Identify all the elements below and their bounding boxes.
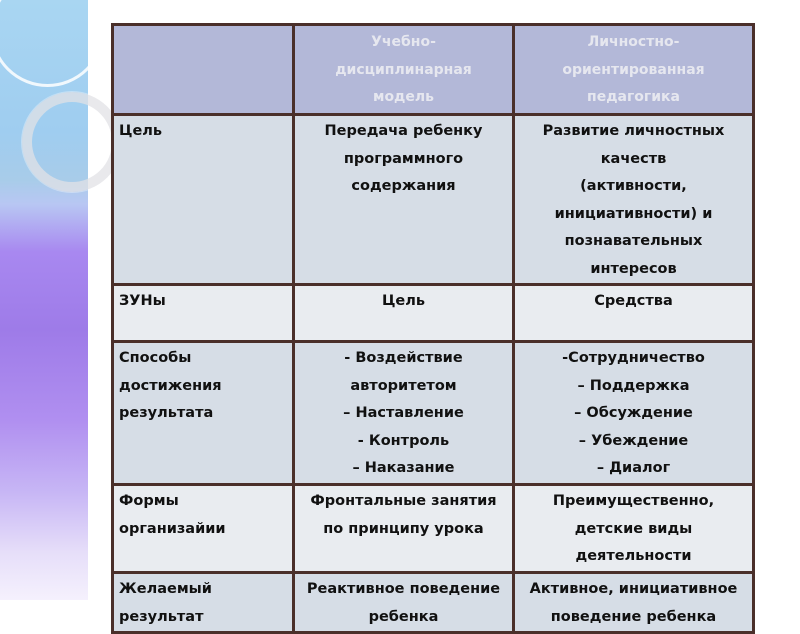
decorative-ring bbox=[22, 92, 122, 192]
cell-line: инициативности) и bbox=[554, 205, 713, 222]
header-empty-cell bbox=[113, 25, 294, 115]
row-label: Цель bbox=[113, 115, 294, 285]
cell-line: - Воздействие bbox=[344, 350, 463, 366]
header-line: Учебно- bbox=[371, 34, 436, 50]
table-cell bbox=[514, 342, 754, 485]
header-col-2 bbox=[294, 25, 514, 115]
table-cell bbox=[514, 285, 754, 342]
table-cell bbox=[514, 485, 754, 573]
decorative-side-band bbox=[0, 0, 88, 600]
decorative-ring bbox=[0, 0, 105, 87]
label-line: результата bbox=[119, 405, 214, 421]
cell-line: Фронтальные занятия bbox=[310, 493, 497, 509]
table-row bbox=[113, 485, 754, 573]
cell-line: детские виды bbox=[574, 520, 693, 537]
header-line: ориентированная bbox=[562, 61, 705, 78]
cell-line: -Сотрудничество bbox=[562, 350, 705, 366]
cell-line: познавательных интересов bbox=[564, 233, 703, 277]
cell-line: – Обсуждение bbox=[574, 405, 693, 421]
cell-line: деятельности bbox=[575, 548, 692, 564]
label-line: результат bbox=[119, 608, 204, 625]
header-line: Личностно- bbox=[587, 34, 680, 50]
label-line: организайии bbox=[119, 520, 226, 537]
row-label bbox=[113, 342, 294, 485]
cell-line: ребенка bbox=[368, 608, 439, 625]
table-cell bbox=[294, 342, 514, 485]
cell-line: - Контроль bbox=[357, 432, 450, 449]
cell-line: – Наказание bbox=[352, 460, 455, 476]
cell-line: по принципу урока bbox=[323, 520, 484, 537]
cell-line: Развитие личностных bbox=[542, 123, 725, 139]
label-line: Формы bbox=[119, 493, 179, 509]
table-cell bbox=[294, 485, 514, 573]
cell-line: (активности, bbox=[580, 178, 687, 194]
row-label: ЗУНы bbox=[113, 285, 294, 342]
cell-line: Преимущественно, bbox=[552, 493, 715, 509]
table-row bbox=[113, 115, 754, 285]
cell-line: – Поддержка bbox=[577, 377, 690, 394]
cell-line: Активное, инициативное bbox=[529, 581, 738, 597]
header-line: педагогика bbox=[587, 89, 680, 105]
cell-line: – Наставление bbox=[343, 405, 464, 421]
label-line: Желаемый bbox=[119, 581, 212, 597]
table-row bbox=[113, 285, 754, 342]
cell-line: Цель bbox=[381, 293, 426, 309]
table-row bbox=[113, 573, 754, 633]
table-cell bbox=[294, 285, 514, 342]
table-cell bbox=[514, 115, 754, 285]
cell-line: поведение ребенка bbox=[550, 608, 717, 625]
table-cell bbox=[514, 573, 754, 633]
cell-line: программного bbox=[343, 150, 464, 167]
cell-line: Передача ребенку bbox=[324, 123, 483, 139]
table-cell bbox=[294, 573, 514, 633]
cell-line: содержания bbox=[351, 178, 456, 194]
comparison-table bbox=[111, 23, 755, 634]
row-label bbox=[113, 573, 294, 633]
cell-line: – Убеждение bbox=[578, 432, 689, 449]
table-cell bbox=[294, 115, 514, 285]
table-row bbox=[113, 342, 754, 485]
header-line: дисциплинарная bbox=[335, 61, 472, 78]
cell-line: Реактивное поведение bbox=[306, 581, 501, 597]
label-line: Способы bbox=[119, 350, 192, 366]
cell-line: – Диалог bbox=[596, 460, 671, 476]
header-line: модель bbox=[373, 89, 434, 105]
table-header-row bbox=[113, 25, 754, 115]
cell-line: Средства bbox=[594, 293, 673, 309]
cell-line: авторитетом bbox=[350, 377, 457, 394]
cell-line: качеств bbox=[600, 150, 667, 167]
header-col-3 bbox=[514, 25, 754, 115]
row-label bbox=[113, 485, 294, 573]
label-line: достижения bbox=[119, 377, 222, 394]
